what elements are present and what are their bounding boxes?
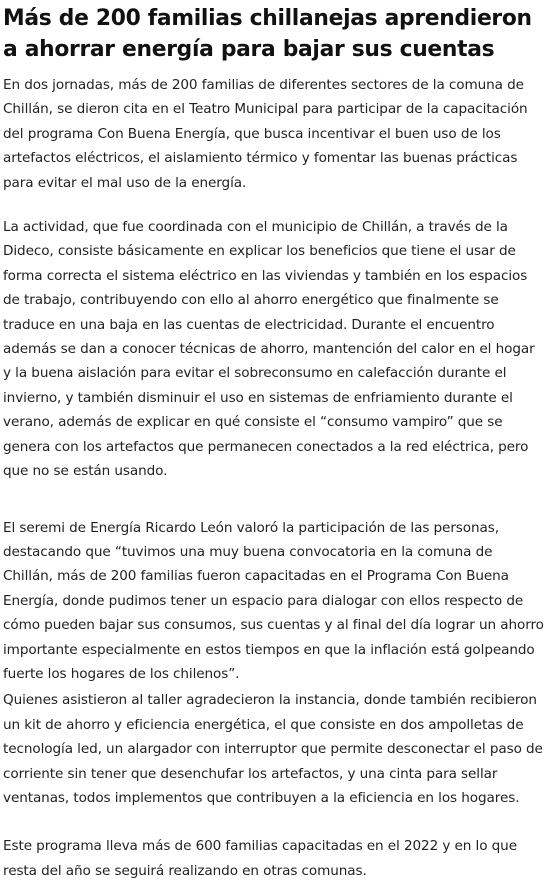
article-paragraph-1: En dos jornadas, más de 200 familias de diferentes sectores de la comuna de Chillán, se dieron cita en el Teatro Municipal para participar de la capacitación del programa Con Buena Energía, que busca incentivar el buen uso de los artefactos eléctricos, el aislamiento térmico y fomentar las buenas prácticas para evitar el mal uso de la energía. (3, 77, 528, 191)
article-paragraph-3: El seremi de Energía Ricardo León valoró la participación de las personas, destacando que “tuvimos una muy buena convocatoria en la comuna de Chillán, más de 200 familias fueron capacitadas en el Programa Con Buena Energía, donde pudimos tener un espacio para dialogar con ellos respecto de cómo pueden bajar sus consumos, sus cuentas y al final del día lograr un ahorro importante especialmente en estos tiempos en que la inflación está golpeando fuerte los hogares de los chilenos”. (3, 519, 544, 682)
article-title: Más de 200 familias chillanejas aprendieron a ahorrar energía para bajar sus cuentas (3, 6, 532, 62)
article-paragraph-4: Quienes asistieron al taller agradecieron la instancia, donde también recibieron un kit de ahorro y eficiencia energética, el que consiste en dos ampolletas de tecnología led, un alargador con interruptor que permite desconectar el paso de corriente sin tener que desenchufar los artefactos, y una cinta para sellar ventanas, todos implementos que contribuyen a la eficiencia en los hogares. (3, 692, 543, 806)
article-paragraph-5: Este programa lleva más de 600 familias capacitadas en el 2022 y en lo que resta del año se seguirá realizando en otras comunas. (3, 838, 517, 879)
article-paragraph-2: La actividad, que fue coordinada con el municipio de Chillán, a través de la Dideco, consiste básicamente en explicar los beneficios que tiene el usar de forma correcta el sistema eléctrico en las viviendas y también en los espacios de trabajo, contribuyendo con ello al ahorro energético que finalmente se traduce en una baja en las cuentas de electricidad. Durante el encuentro además se dan a conocer técnicas de ahorro, mantención del calor en el hogar y la buena aislación para evitar el sobreconsumo en calefacción durante el invierno, y también disminuir el uso en sistemas de enfriamiento durante el verano, además de explicar en qué consiste el “consumo vampiro” que se genera con los artefactos que permanecen conectados a la red eléctrica, pero que no se están usando. (3, 219, 535, 480)
